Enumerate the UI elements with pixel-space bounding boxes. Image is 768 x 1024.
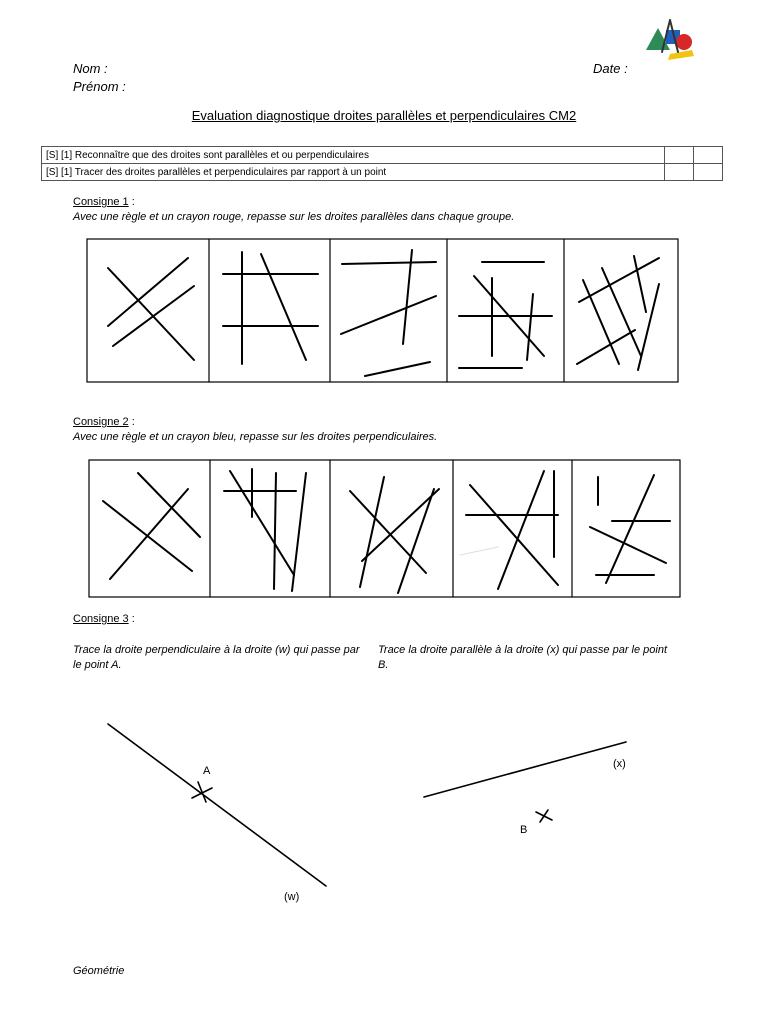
consigne2-text: Avec une règle et un crayon bleu, repasse sur les droites perpendiculaires. [73, 431, 438, 443]
line-w-label: (w) [284, 891, 300, 903]
skill-box [694, 147, 723, 164]
prenom-label: Prénom : [73, 79, 126, 94]
consigne3-label: Consigne 3 [73, 613, 129, 625]
consigne3-right-text: Trace la droite parallèle à la droite (x) qui passe par le point B. [378, 644, 668, 671]
consigne3-suffix: : [128, 613, 135, 625]
consigne2-heading [73, 416, 135, 428]
skill-text: [S] [1] Tracer des droites parallèles et perpendiculaires par rapport à un point [42, 164, 665, 181]
skill-box [665, 164, 694, 181]
table-row [42, 164, 723, 181]
consigne2-suffix: : [128, 416, 135, 428]
skills-table [41, 146, 723, 181]
consigne1-heading [73, 196, 135, 208]
skill-text: [S] [1] Reconnaître que des droites sont parallèles et ou perpendiculaires [42, 147, 665, 164]
exercise3-figure-right [410, 730, 650, 840]
exercise1-figures [86, 238, 680, 384]
consigne2-label: Consigne 2 [73, 416, 129, 428]
geometry-tools-logo-icon [640, 16, 698, 60]
exercise2-figures [88, 459, 682, 600]
consigne1-label: Consigne 1 [73, 196, 129, 208]
page-title: Evaluation diagnostique droites parallèles et perpendiculaires CM2 [191, 108, 577, 123]
nom-label: Nom : [73, 61, 108, 76]
exercise3-figure-left [90, 710, 350, 910]
point-b-label: B [520, 824, 528, 836]
skill-box [665, 147, 694, 164]
consigne3-left-text: Trace la droite perpendiculaire à la droite (w) qui passe par le point A. [73, 644, 360, 671]
footer-label: Géométrie [73, 965, 125, 977]
consigne3-heading [73, 613, 135, 625]
skill-box [694, 164, 723, 181]
point-a-label: A [203, 765, 211, 777]
date-label: Date : [593, 61, 628, 76]
line-x-label: (x) [613, 758, 626, 770]
table-row [42, 147, 723, 164]
consigne1-suffix: : [128, 196, 135, 208]
consigne1-text: Avec une règle et un crayon rouge, repasse sur les droites parallèles dans chaque groupe. [73, 211, 515, 223]
